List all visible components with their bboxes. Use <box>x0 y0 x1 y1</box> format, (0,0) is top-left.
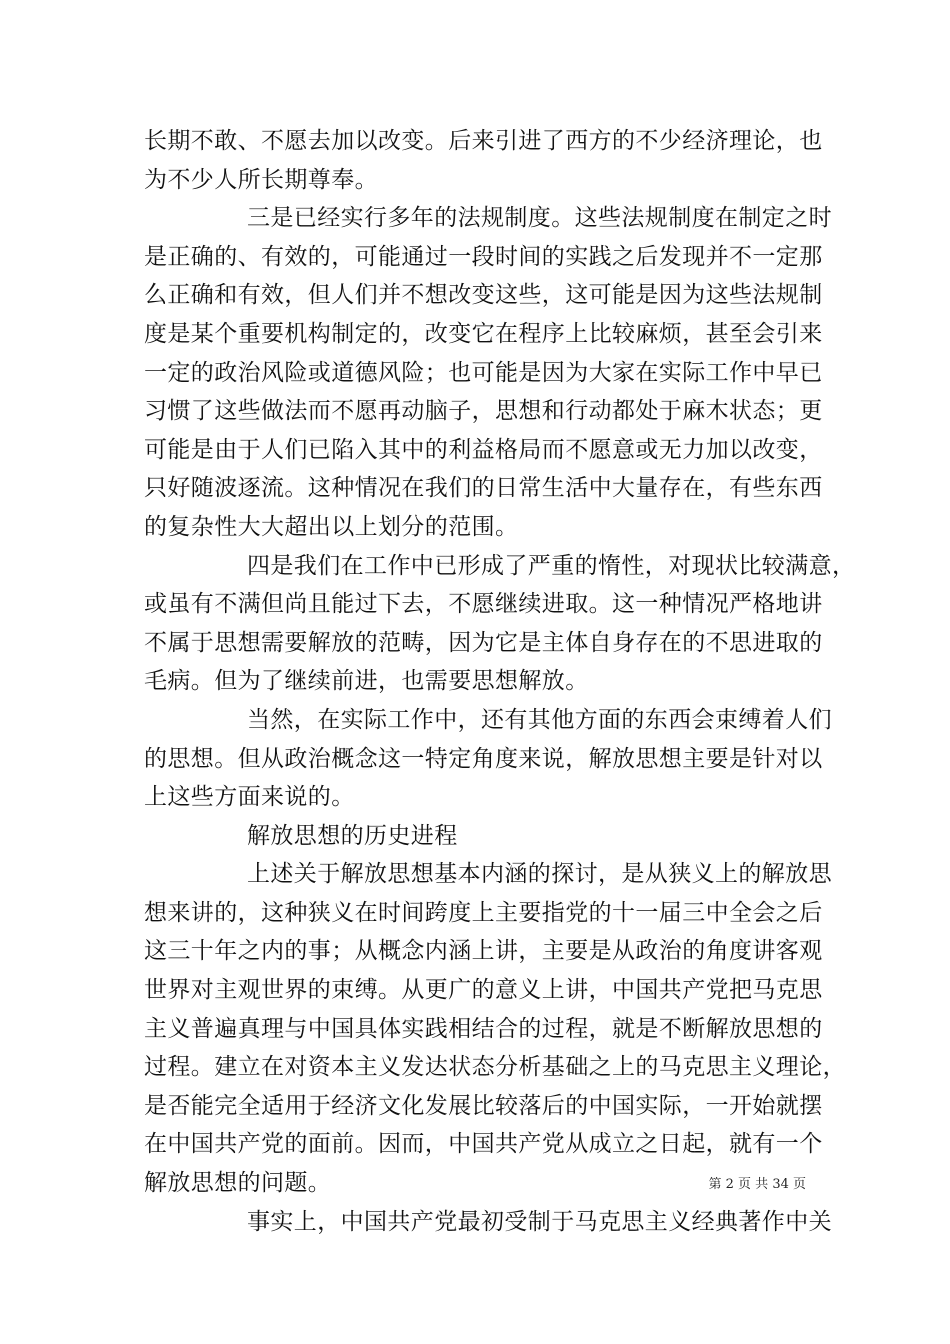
text-line: 不属于思想需要解放的范畴，因为它是主体自身存在的不思进取的 <box>144 629 823 656</box>
text-line: 上述关于解放思想基本内涵的探讨，是从狭义上的解放思 <box>247 861 832 888</box>
text-line: 只好随波逐流。这种情况在我们的日常生活中大量存在，有些东西 <box>144 475 823 502</box>
text-line: 的思想。但从政治概念这一特定角度来说，解放思想主要是针对以 <box>144 745 823 772</box>
text-line: 在中国共产党的面前。因而，中国共产党从成立之日起，就有一个 <box>144 1131 823 1158</box>
text-line: 么正确和有效，但人们并不想改变这些，这可能是因为这些法规制 <box>144 282 823 309</box>
document-body <box>144 122 856 1241</box>
text-line: 毛病。但为了继续前进，也需要思想解放。 <box>144 668 589 695</box>
text-line: 解放思想的问题。 <box>144 1170 332 1197</box>
text-line: 是正确的、有效的，可能通过一段时间的实践之后发现并不一定那 <box>144 243 823 270</box>
text-line: 过程。建立在对资本主义发达状态分析基础之上的马克思主义理论， <box>144 1054 846 1081</box>
text-line: 习惯了这些做法而不愿再动脑子，思想和行动都处于麻木状态；更 <box>144 398 823 425</box>
text-line: 为不少人所长期尊奉。 <box>144 166 378 193</box>
text-line: 世界对主观世界的束缚。从更广的意义上讲，中国共产党把马克思 <box>144 977 823 1004</box>
text-line: 上这些方面来说的。 <box>144 784 355 811</box>
text-line: 长期不敢、不愿去加以改变。后来引进了西方的不少经济理论，也 <box>144 128 823 154</box>
page-number-footer: 第 2 页 共 34 页 <box>708 1177 806 1192</box>
text-line: 的复杂性大大超出以上划分的范围。 <box>144 513 519 540</box>
text-line: 当然，在实际工作中，还有其他方面的东西会束缚着人们 <box>247 706 832 733</box>
text-line: 想来讲的，这种狭义在时间跨度上主要指党的十一届三中全会之后 <box>144 899 823 926</box>
text-line: 可能是由于人们已陷入其中的利益格局而不愿意或无力加以改变， <box>144 436 823 463</box>
text-line: 事实上，中国共产党最初受制于马克思主义经典著作中关 <box>247 1208 832 1235</box>
text-line: 四是我们在工作中已形成了严重的惰性，对现状比较满意， <box>247 552 856 579</box>
text-line: 是否能完全适用于经济文化发展比较落后的中国实际，一开始就摆 <box>144 1092 823 1119</box>
text-line: 一定的政治风险或道德风险；也可能是因为大家在实际工作中早已 <box>144 359 823 386</box>
text-line: 解放思想的历史进程 <box>247 822 458 849</box>
text-line: 主义普遍真理与中国具体实践相结合的过程，就是不断解放思想的 <box>144 1015 823 1042</box>
text-line: 三是已经实行多年的法规制度。这些法规制度在制定之时 <box>247 205 832 232</box>
text-line: 这三十年之内的事；从概念内涵上讲，主要是从政治的角度讲客观 <box>144 938 823 965</box>
text-line: 度是某个重要机构制定的，改变它在程序上比较麻烦，甚至会引来 <box>144 320 823 347</box>
text-line: 或虽有不满但尚且能过下去，不愿继续进取。这一种情况严格地讲 <box>144 591 823 618</box>
